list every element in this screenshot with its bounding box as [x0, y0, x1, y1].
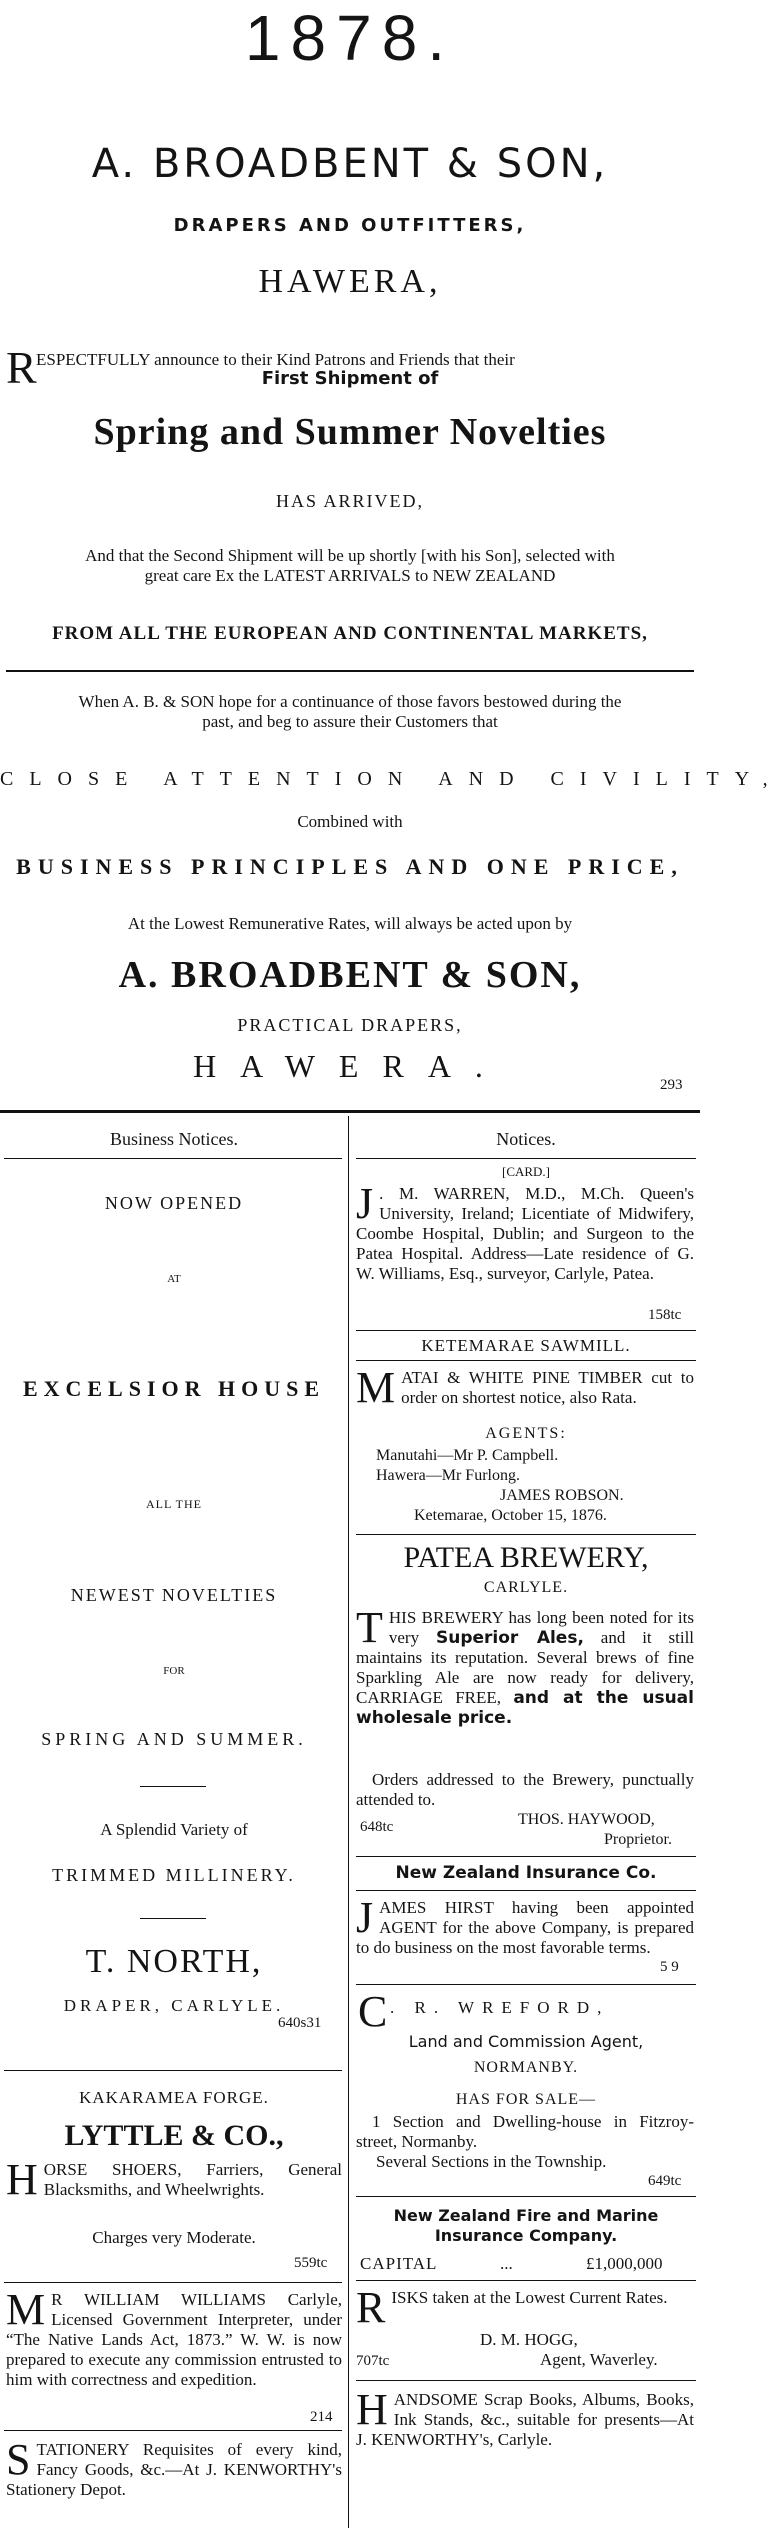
right-column-heading: Notices. — [496, 1129, 556, 1149]
haywood-name: THOS. HAYWOOD, — [518, 1811, 655, 1828]
hirst-notice — [356, 1893, 694, 1958]
right-rule-9 — [356, 2380, 696, 2381]
brewery-orders: Orders addressed to the Brewery, punctually attended to. — [356, 1770, 694, 1809]
north-ad-number: 640s31 — [278, 2015, 322, 2031]
nz-insurance: New Zealand Insurance Co. — [395, 1863, 657, 1883]
horse-shoers-text: ORSE SHOERS, Farriers, General Blacksmiths, and Wheelwrights. — [43, 2160, 342, 2199]
stationery-dropcap: S — [6, 2435, 31, 2484]
section-rule — [0, 1110, 700, 1113]
short-rule-1 — [140, 1786, 206, 1787]
town-name: HAWERA, — [258, 263, 442, 300]
right-rule-7 — [356, 2196, 696, 2197]
lyttle-ad-number: 559tc — [294, 2255, 328, 2271]
town-name-2: HAWERA. — [193, 1048, 507, 1084]
wreford-dropcap: C — [358, 1987, 388, 2036]
hirst-text: AMES HIRST having been appointed AGENT for the above Company, is prepared to do business on the most favorable terms. — [356, 1898, 694, 1957]
carlyle-label: CARLYLE. — [483, 1579, 569, 1596]
hope-line-1: When A. B. & SON hope for a continuance of those favors bestowed during the — [78, 692, 622, 711]
warren-ad-number: 158tc — [648, 1307, 682, 1323]
left-rule-5 — [4, 2430, 342, 2431]
right-rule-5 — [356, 1890, 696, 1891]
markets-line: FROM ALL THE EUROPEAN AND CONTINENTAL MARKETS, — [52, 623, 648, 644]
horse-dropcap: H — [6, 2155, 38, 2204]
short-rule-2 — [140, 1918, 206, 1919]
lyttle-name: LYTTLE & CO., — [64, 2119, 284, 2152]
brewery-dropcap: T — [356, 1603, 383, 1652]
agent-manutahi: Manutahi—Mr P. Campbell. — [376, 1447, 559, 1464]
kakaramea-forge: KAKARAMEA FORGE. — [79, 2088, 269, 2107]
hogg-ad-number: 707tc — [356, 2353, 390, 2369]
sale-item-2: Several Sections in the Township. — [376, 2152, 607, 2171]
novelties-headline: Spring and Summer Novelties — [93, 411, 607, 453]
matai-text: ATAI & WHITE PINE TIMBER cut to order on shortest notice, also Rata. — [401, 1368, 694, 1407]
lowest-rates: At the Lowest Remunerative Rates, will always be acted upon by — [127, 914, 573, 933]
at-label: AT — [167, 1273, 181, 1285]
fire-marine-line-2: Insurance Company. — [434, 2226, 618, 2245]
charges-moderate: Charges very Moderate. — [92, 2228, 256, 2247]
hogg-name: D. M. HOGG, — [480, 2330, 578, 2349]
williams-ad-number: 214 — [310, 2409, 333, 2425]
risks-dropcap: R — [356, 2283, 386, 2332]
risks-text: ISKS taken at the Lowest Current Rates. — [391, 2288, 668, 2307]
matai-notice — [356, 1363, 694, 1412]
right-rule-3 — [356, 1534, 696, 1535]
now-opened: NOW OPENED — [104, 1193, 244, 1213]
warren-text: . M. WARREN, M.D., M.Ch. Queen's University, Ireland; Licentiate of Midwifery, Coombe Hospital, Dublin; and Surgeon to the Patea Hospital. Address—Late residence of G. W. Williams, Esq., surveyor, Carlyle, Patea. — [356, 1184, 694, 1283]
brewery-notice — [356, 1603, 695, 1728]
handsome-dropcap: H — [356, 2385, 388, 2434]
trimmed-millinery: TRIMMED MILLINERY. — [52, 1865, 296, 1885]
right-heading-rule — [356, 1158, 696, 1159]
handsome-text: ANDSOME Scrap Books, Albums, Books, Ink Stands, &c., suitable for presents—At J. KENWORTHY's, Carlyle. — [356, 2390, 694, 2449]
fire-marine-line-1: New Zealand Fire and Marine — [393, 2206, 659, 2225]
brewery-bold-price: and at the usual wholesale price. — [356, 1688, 694, 1728]
card-label: [CARD.] — [501, 1164, 551, 1179]
agent-hawera: Hawera—Mr Furlong. — [376, 1467, 520, 1484]
has-arrived: HAS ARRIVED, — [275, 491, 424, 511]
brewery-bold-ales: Superior Ales, — [435, 1628, 584, 1648]
stationery-notice — [6, 2435, 342, 2500]
brewery-ad-number: 648tc — [360, 1819, 394, 1835]
hope-line-2: past, and beg to assure their Customers that — [202, 712, 498, 731]
first-shipment: First Shipment of — [261, 368, 439, 389]
capital-value: £1,000,000 — [586, 2254, 663, 2273]
announce-dropcap: R — [6, 342, 37, 393]
second-shipment-line-1: And that the Second Shipment will be up shortly [with his Son], selected with — [85, 546, 615, 565]
right-rule-6 — [356, 1984, 696, 1985]
ketemarae-sawmill: KETEMARAE SAWMILL. — [421, 1336, 631, 1355]
splendid-variety: A Splendid Variety of — [100, 1820, 248, 1839]
wreford-ad-number: 649tc — [648, 2173, 682, 2189]
right-rule-2 — [356, 1360, 696, 1361]
normanby-label: NORMANBY. — [473, 2059, 579, 2076]
land-agent: Land and Commission Agent, — [408, 2032, 644, 2051]
right-rule-1 — [356, 1330, 696, 1331]
left-rule-3 — [4, 2070, 342, 2071]
draper-carlyle: DRAPER, CARLYLE. — [63, 1996, 285, 2015]
right-rule-8 — [356, 2280, 696, 2281]
column-divider — [348, 1116, 349, 2528]
firm-name: A. BROADBENT & SON, — [91, 141, 609, 187]
proprietor-label: Proprietor. — [604, 1831, 672, 1848]
stationery-text: TATIONERY Requisites of every kind, Fancy Goods, &c.—At J. KENWORTHY's Stationery Depot. — [6, 2440, 342, 2499]
matai-dropcap: M — [356, 1363, 396, 1412]
left-heading-rule — [4, 1158, 342, 1159]
north-name: T. NORTH, — [85, 1943, 263, 1980]
spring-summer: SPRING AND SUMMER. — [41, 1729, 307, 1749]
warren-dropcap: J — [356, 1179, 374, 1228]
horse-shoers-notice — [6, 2155, 342, 2204]
warren-notice — [356, 1179, 694, 1284]
handsome-notice — [356, 2385, 694, 2450]
hirst-dropcap: J — [356, 1893, 374, 1942]
all-the: ALL THE — [146, 1497, 202, 1511]
left-rule-4 — [4, 2282, 342, 2283]
wreford-name: . R. WREFORD, — [390, 1998, 610, 2017]
close-attention: CLOSE ATTENTION AND CIVILITY, — [0, 768, 784, 790]
for-label: FOR — [163, 1665, 185, 1677]
brewery-text-b: and it still maintains its reputation. Several brews of fine Sparkling Ale are now ready for delivery, CARRIAGE FREE, — [356, 1628, 695, 1707]
announce-line: ESPECTFULLY announce to their Kind Patrons and Friends that their — [36, 350, 515, 369]
combined-with: Combined with — [297, 812, 403, 831]
brewery-text-a: HIS BREWERY has long been noted for its very — [388, 1608, 694, 1647]
hirst-ad-number: 5 9 — [660, 1959, 679, 1975]
right-rule-4 — [356, 1856, 696, 1857]
agent-waverley: Agent, Waverley. — [540, 2350, 658, 2369]
risks-notice — [356, 2283, 694, 2332]
sale-item-1: 1 Section and Dwelling-house in Fitzroy-street, Normanby. — [356, 2112, 694, 2151]
ketemarae-date: Ketemarae, October 15, 1876. — [414, 1507, 607, 1524]
williams-notice — [6, 2285, 342, 2390]
patea-brewery: PATEA BREWERY, — [403, 1541, 649, 1574]
ad-number: 293 — [660, 1077, 683, 1093]
trade-line: DRAPERS AND OUTFITTERS, — [173, 215, 527, 236]
agents-label: AGENTS: — [485, 1425, 567, 1442]
williams-text: R WILLIAM WILLIAMS Carlyle, Licensed Government Interpreter, under “The Native Lands Act, 1873.” W. W. is now prepared to execute any commission entrusted to him with correctness and expedition. — [6, 2290, 342, 2389]
for-sale-label: HAS FOR SALE— — [455, 2091, 597, 2108]
firm-name-2: A. BROADBENT & SON, — [118, 954, 582, 996]
newest-novelties: NEWEST NOVELTIES — [70, 1585, 278, 1605]
williams-dropcap: M — [6, 2285, 46, 2334]
rule-1 — [6, 670, 694, 672]
practical-drapers: PRACTICAL DRAPERS, — [237, 1015, 463, 1035]
left-column-heading: Business Notices. — [110, 1129, 238, 1149]
robson-name: JAMES ROBSON. — [500, 1487, 624, 1504]
second-shipment-line-2: great care Ex the LATEST ARRIVALS to NEW ZEALAND — [144, 566, 556, 585]
excelsior-house: EXCELSIOR HOUSE — [22, 1376, 326, 1401]
capital-label: CAPITAL — [360, 2254, 438, 2273]
capital-dots: ... — [500, 2254, 513, 2273]
principles-line: BUSINESS PRINCIPLES AND ONE PRICE, — [16, 854, 684, 879]
year-heading: 1878. — [244, 2, 456, 74]
